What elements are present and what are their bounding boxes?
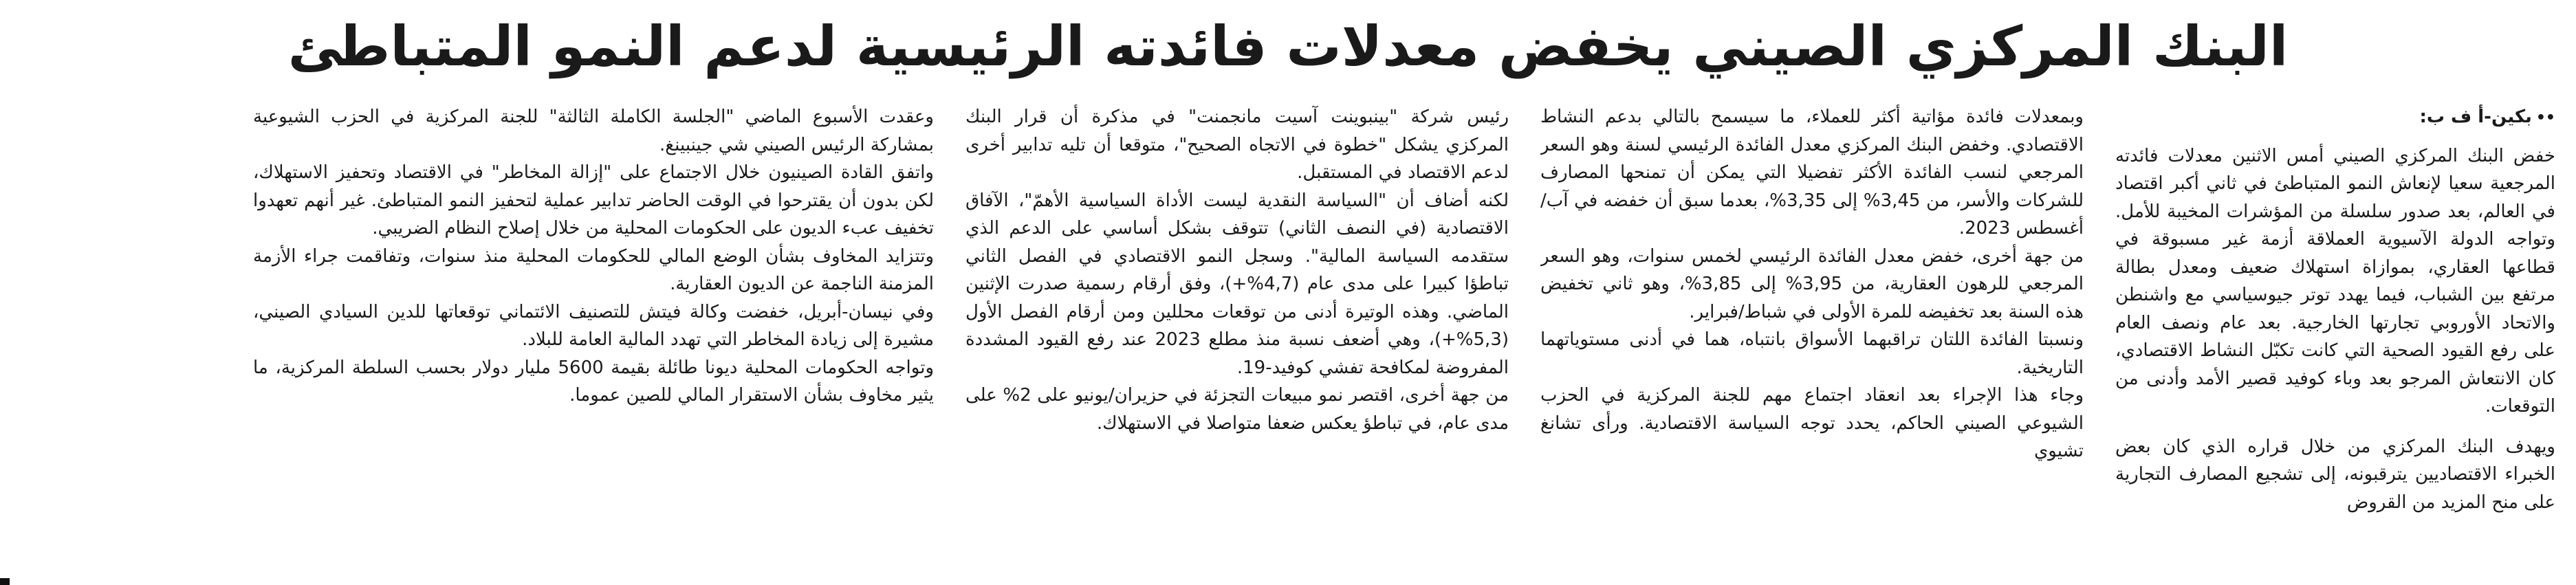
- paragraph: وعقدت الأسبوع الماضي "الجلسة الكاملة الثالثة" للجنة المركزية في الحزب الشيوعية بمشاركة الرئيس الصيني شي جينبينغ.: [253, 107, 934, 155]
- article-column-4: [253, 103, 934, 577]
- paragraph: وتواجه الحكومات المحلية ديونا طائلة بقيمة 5600 مليار دولار بحسب السلطة المركزية، ما يثير مخاوف بشأن الاستقرار المالي للصين عموما.: [253, 357, 934, 406]
- dateline: [2115, 103, 2555, 133]
- paragraph: لكنه أضاف أن "السياسة النقدية ليست الأداة السياسية الأهمّ"، الآفاق الاقتصادية (في النصف الثاني) تتوقف بشكل أساسي على الدعم الذي ستقدمه السياسة المالية". وسجل النمو الاقتصادي في الفصل الثاني تباطؤا كبيرا على مدى عام (4,7%+)، وفق أرقام رسمية صدرت الإثنين الماضي. وهذه الوتيرة أدنى من توقعات محللين ومن أرقام الفصل الأول (5,3%+)، وهي أضعف نسبة منذ مطلع 2023 عند رفع القيود المشددة المفروضة لمكافحة تفشي كوفيد-19.: [965, 190, 1509, 378]
- paragraph: ونسبتا الفائدة اللتان تراقبهما الأسواق بانتباه، هما في أدنى مستوياتهما التاريخية.: [1540, 329, 2084, 378]
- paragraph: واتفق القادة الصينيون خلال الاجتماع على "إزالة المخاطر" في الاقتصاد وتحفيز الاستهلاك، لكن بدون أن يقترحوا في الوقت الحاضر تدابير عملية لتحفيز النمو المتباطئ. غير أنهم تعهدوا تخفيف عبء الديون على الحكومات المحلية من خلال إصلاح النظام الضريبي.: [253, 162, 934, 239]
- paragraph: خفض البنك المركزي الصيني أمس الاثنين معدلات فائدته المرجعية سعيا لإنعاش النمو المتباطئ في ثاني أكبر اقتصاد في العالم، بعد صدور سلسلة من المؤشرات المخيبة للأمل. وتواجه الدولة الآسيوية العملاقة أزمة غير مسبوقة في قطاعها العقاري، بموازاة استهلاك ضعيف ومعدل بطالة مرتفع بين الشباب، فيما يهدد توتر جيوسياسي مع واشنطن والاتحاد الأوروبي تجارتها الخارجية. بعد عام ونصف العام على رفع القيود الصحية التي كانت تكبّل النشاط الاقتصادي، كان الانتعاش المرجو بعد وباء كوفيد قصير الأمد وأدنى من التوقعات.: [2115, 145, 2555, 417]
- paragraph: وفي نيسان-أبريل، خفضت وكالة فيتش للتصنيف الائتماني توقعاتها للدين السيادي الصيني، مشيرة إلى زيادة المخاطر التي تهدد المالية العامة للبلاد.: [253, 301, 934, 350]
- article-body: [14, 103, 2555, 577]
- article-column-2: [1540, 103, 2084, 577]
- paragraph: رئيس شركة "بينبوينت آسيت مانجمنت" في مذكرة أن قرار البنك المركزي يشكل "خطوة في الاتجاه الصحيح"، متوقعا أن تليه تدابير أخرى لدعم الاقتصاد في المستقبل.: [965, 107, 1509, 183]
- dateline-text: بكين-أ ف ب:: [2419, 107, 2532, 127]
- bullet-icon: ••: [2535, 109, 2555, 126]
- paragraph: وبمعدلات فائدة مؤاتية أكثر للعملاء، ما سيسمح بالتالي بدعم النشاط الاقتصادي. وخفض البنك المركزي معدل الفائدة الرئيسي لسنة وهو السعر المرجعي لنسب الفائدة الأكثر تفضيلا التي يمكن أن تمنحها المصارف للشركات والأسر، من 3,45% إلى 3,35%، بعدما سبق أن خفضه في آب/أغسطس 2023.: [1540, 107, 2084, 239]
- paragraph: وتتزايد المخاوف بشأن الوضع المالي للحكومات المحلية منذ سنوات، وتفاقمت جراء الأزمة المزمنة الناجمة عن الديون العقارية.: [253, 245, 934, 294]
- page-corner-mark: [0, 578, 10, 585]
- paragraph: ويهدف البنك المركزي من خلال قراره الذي كان بعض الخبراء الاقتصاديين يترقبونه، إلى تشجيع المصارف التجارية على منح المزيد من القروض: [2115, 436, 2555, 513]
- article-column-1: [2115, 103, 2555, 577]
- article-headline: البنك المركزي الصيني يخفض معدلات فائدته الرئيسية لدعم النمو المتباطئ: [287, 14, 2289, 78]
- paragraph: وجاء هذا الإجراء بعد انعقاد اجتماع مهم للجنة المركزية في الحزب الشيوعي الصيني الحاكم، يحدد توجه السياسة الاقتصادية. ورأى تشانغ تشيوي: [1540, 385, 2084, 461]
- paragraph: من جهة أخرى، اقتصر نمو مبيعات التجزئة في حزيران/يونيو على 2% على مدى عام، في تباطؤ يعكس ضعفا متواصلا في الاستهلاك.: [965, 385, 1509, 434]
- paragraph: من جهة أخرى، خفض معدل الفائدة الرئيسي لخمس سنوات، وهو السعر المرجعي للرهون العقارية، من 3,95% إلى 3,85%، وهو ثاني تخفيض هذه السنة بعد تخفيضه للمرة الأولى في شباط/فبراير.: [1540, 245, 2084, 322]
- article-column-3: [965, 103, 1509, 577]
